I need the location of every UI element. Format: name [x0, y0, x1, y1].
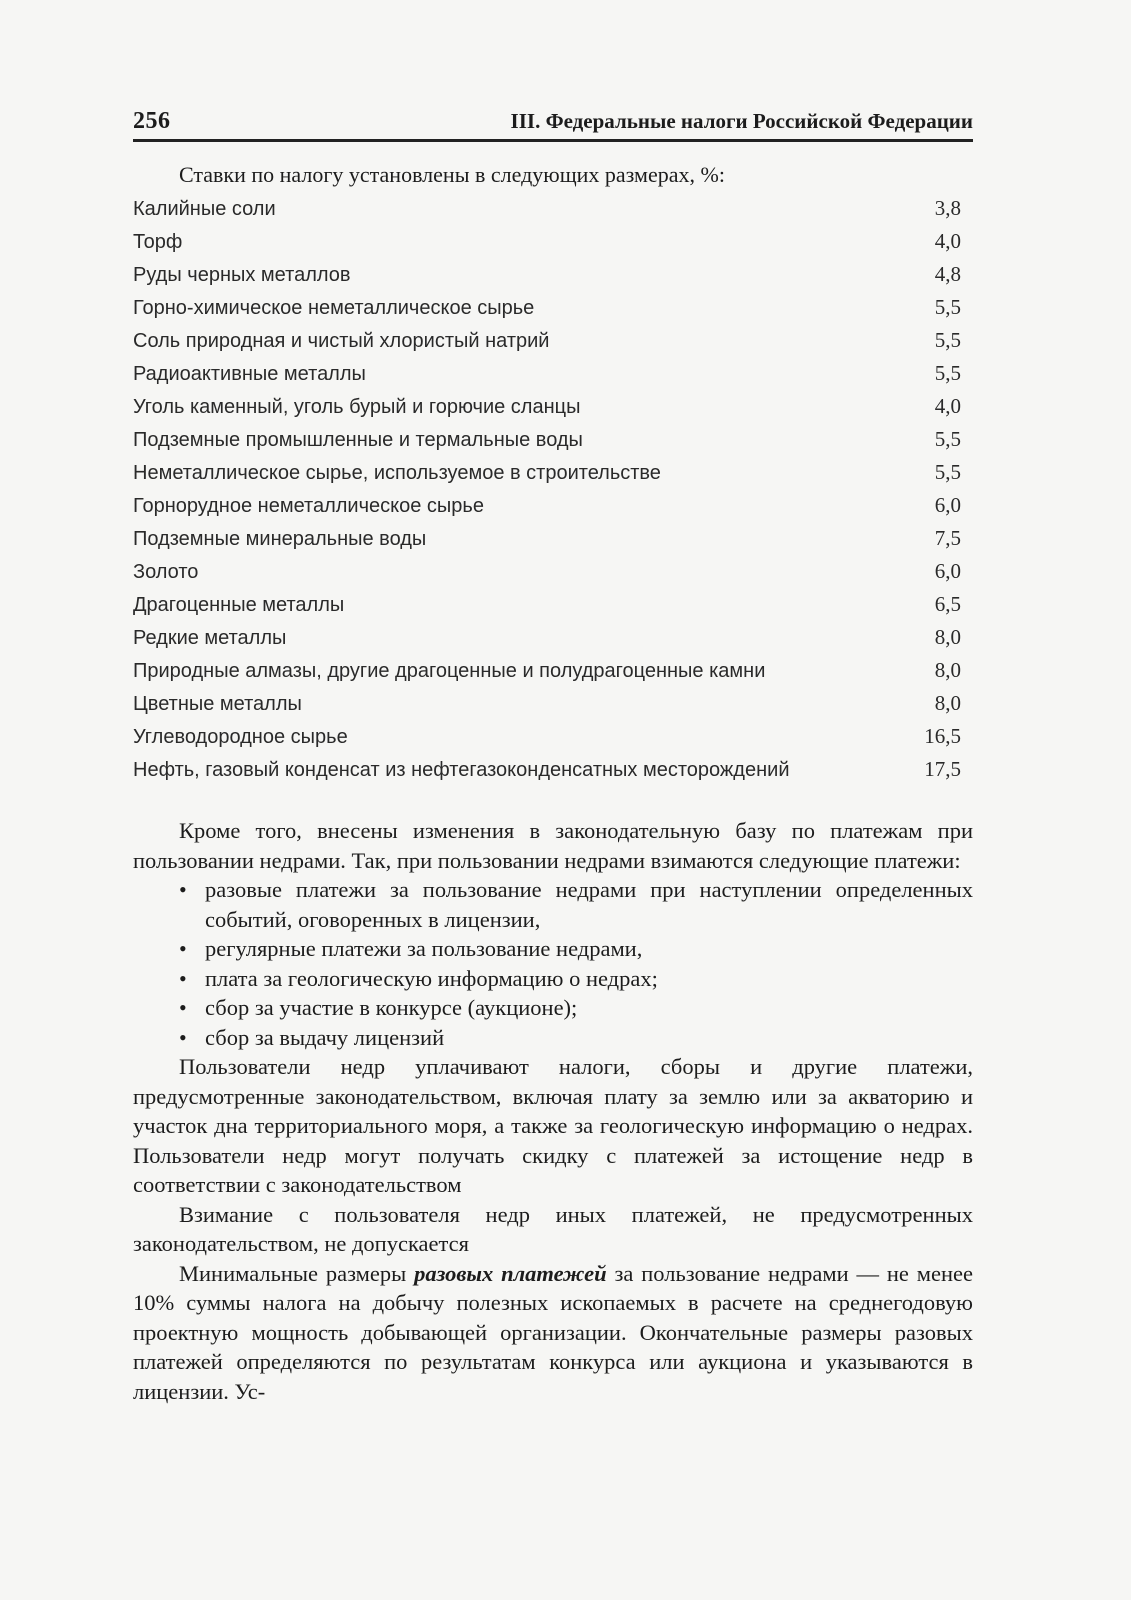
emphasis-one-time-payments: разовых платежей: [414, 1260, 607, 1286]
rate-name: Руды черных металлов: [133, 264, 351, 286]
rate-name: Природные алмазы, другие драгоценные и полудрагоценные камни: [133, 660, 766, 682]
rate-name: Цветные металлы: [133, 693, 302, 715]
list-item: • разовые платежи за пользование недрами при наступлении определенных событий, оговоренных в лицензии,: [179, 875, 973, 934]
list-item: • сбор за выдачу лицензий: [179, 1023, 973, 1053]
rate-value: 5,5: [934, 295, 961, 319]
rate-name: Торф: [133, 231, 183, 253]
rate-name: Соль природная и чистый хлористый натрий: [133, 330, 550, 352]
rate-row: [133, 427, 973, 460]
rate-name: Золото: [133, 561, 199, 583]
rate-value: 17,5: [924, 757, 961, 781]
paragraph-payments: Кроме того, внесены изменения в законодательную базу по платежам при пользовании недрами. Так, при пользовании недрами взимаются следующие платежи:: [133, 818, 973, 873]
rate-row: [133, 229, 973, 262]
rate-row: [133, 625, 973, 658]
rate-value: 8,0: [934, 691, 961, 715]
rate-row: [133, 559, 973, 592]
paragraph-users: Пользователи недр уплачивают налоги, сборы и другие платежи, предусмотренные законодательством, включая плату за землю или за акваторию и участок дна территориального моря, а также за геологическую информацию о недрах. Пользователи недр могут получать скидку с платежей за истощение недр в соответствии с законодательством: [133, 1054, 973, 1197]
rate-row: [133, 526, 973, 559]
page-number: 256: [133, 108, 171, 134]
rate-name: Подземные минеральные воды: [133, 528, 427, 550]
rate-value: 8,0: [934, 658, 961, 682]
list-item: • сбор за участие в конкурсе (аукционе);: [179, 993, 973, 1023]
rate-value: 6,5: [934, 592, 961, 616]
book-page: [133, 108, 973, 1406]
rate-name: Калийные соли: [133, 198, 276, 220]
paragraph-prohibition: Взимание с пользователя недр иных платежей, не предусмотренных законодательством, не допускается: [133, 1201, 973, 1256]
rate-row: [133, 724, 973, 757]
rate-value: 4,0: [934, 394, 961, 418]
page-header: [133, 108, 973, 142]
body-text: [133, 816, 973, 1406]
rate-value: 7,5: [934, 526, 961, 550]
rate-name: Драгоценные металлы: [133, 594, 345, 616]
rate-row: [133, 658, 973, 691]
rate-row: [133, 361, 973, 394]
rate-row: [133, 757, 973, 790]
tax-rate-list: [133, 196, 973, 790]
rate-value: 8,0: [934, 625, 961, 649]
rate-value: 4,8: [934, 262, 961, 286]
rate-value: 16,5: [924, 724, 961, 748]
rate-row: [133, 328, 973, 361]
rate-value: 4,0: [934, 229, 961, 253]
rate-row: [133, 295, 973, 328]
rate-row: [133, 691, 973, 724]
para4-end: за пользование недрами — не менее 10% суммы налога на добычу полезных ископаемых в расчете на среднегодовую проектную мощность добывающей организации. Окончательные размеры разовых платежей определяются по результатам конкурса или аукциона и указываются в лицензии. Ус-: [133, 1260, 973, 1404]
rate-name: Неметаллическое сырье, используемое в строительстве: [133, 462, 661, 484]
rate-row: [133, 592, 973, 625]
rate-name: Углеводородное сырье: [133, 726, 348, 748]
rate-name: Радиоактивные металлы: [133, 363, 366, 385]
list-item: • плата за геологическую информацию о недрах;: [179, 964, 973, 994]
paragraph-minimum-payments: [133, 1259, 973, 1407]
rate-name: Редкие металлы: [133, 627, 287, 649]
rate-name: Горно-химическое неметаллическое сырье: [133, 297, 535, 319]
rate-row: [133, 196, 973, 229]
rate-value: 5,5: [934, 361, 961, 385]
rate-value: 6,0: [934, 493, 961, 517]
rate-value: 6,0: [934, 559, 961, 583]
running-title: III. Федеральные налоги Российской Федерации: [510, 109, 973, 133]
rate-row: [133, 262, 973, 295]
rate-value: 3,8: [934, 196, 961, 220]
rate-value: 5,5: [934, 328, 961, 352]
rate-row: [133, 394, 973, 427]
rate-row: [133, 460, 973, 493]
rates-intro: Ставки по налогу установлены в следующих размерах, %:: [179, 162, 725, 187]
rate-name: Подземные промышленные и термальные воды: [133, 429, 583, 451]
rate-name: Горнорудное неметаллическое сырье: [133, 495, 484, 517]
rate-value: 5,5: [934, 427, 961, 451]
rate-value: 5,5: [934, 460, 961, 484]
rate-name: Уголь каменный, уголь бурый и горючие сланцы: [133, 396, 581, 418]
payments-list: [133, 875, 973, 1052]
rate-name: Нефть, газовый конденсат из нефтегазоконденсатных месторождений: [133, 759, 790, 781]
list-item: • регулярные платежи за пользование недрами,: [179, 934, 973, 964]
para4-start: Минимальные размеры: [179, 1260, 415, 1286]
rate-row: [133, 493, 973, 526]
